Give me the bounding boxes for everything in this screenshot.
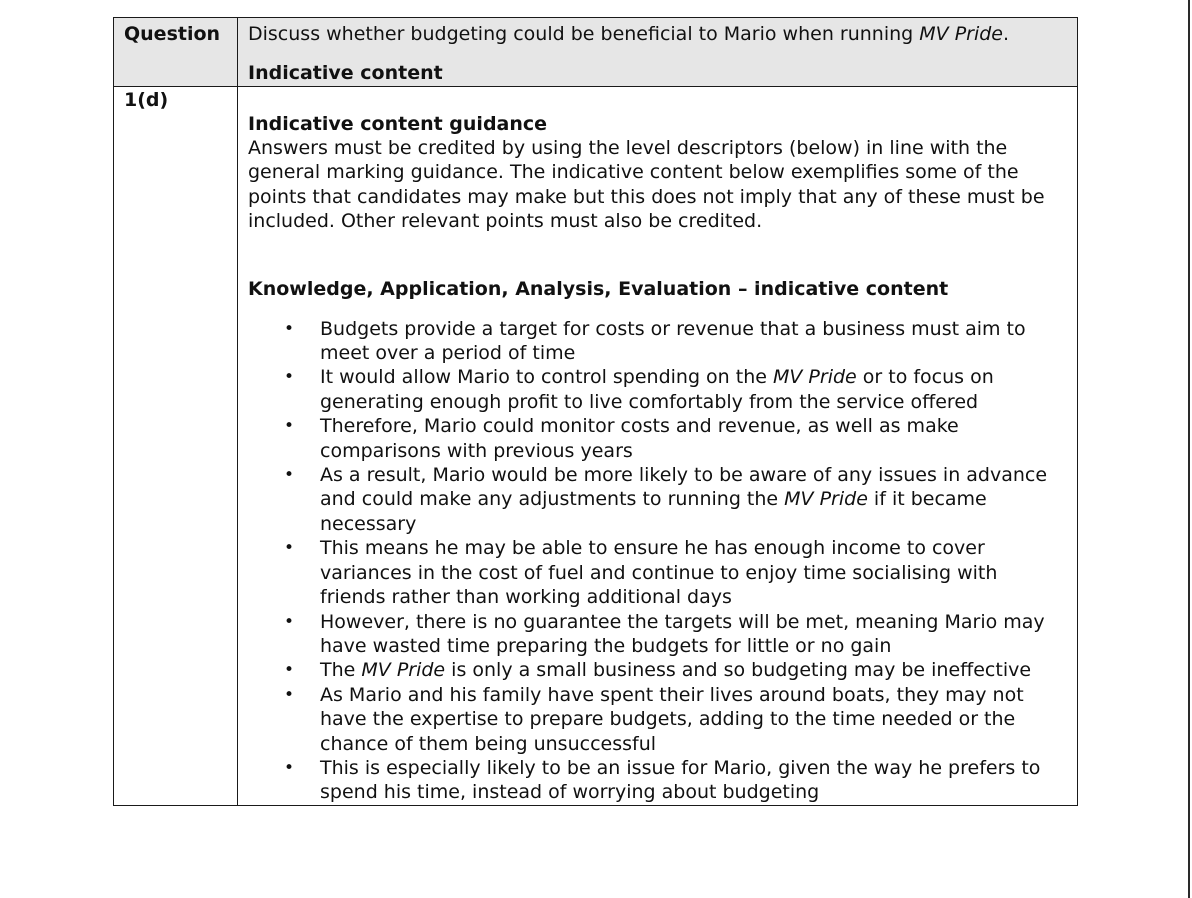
point-text-cont: is only a small business and so budgeting may be ineffective — [445, 659, 1032, 682]
bullet-icon: • — [284, 318, 295, 339]
content — [238, 87, 1077, 805]
question-text-italic: MV Pride — [919, 23, 1003, 45]
indicative-point — [284, 610, 1067, 659]
body-row — [114, 87, 1078, 806]
bullet-icon: • — [284, 757, 295, 778]
guidance-text: Answers must be credited by using the level descriptors (below) in line with the general marking guidance. The indicative content below exemplifies some of the points that candidates may make but this does not imply that any of these must be included. Other relevant points must also be credited. — [248, 137, 1045, 233]
indicative-point — [284, 463, 1067, 536]
point-text: However, there is no guarantee the targets will be met, meaning Mario may have wasted time preparing the budgets for little or no gain — [320, 610, 1045, 657]
point-text-italic: MV Pride — [361, 659, 446, 682]
point-text: As Mario and his family have spent their lives around boats, they may not have the expertise to prepare budgets, adding to the time needed or the chance of them being unsuccessful — [320, 683, 1024, 755]
question-label: Question — [124, 23, 221, 45]
page-edge-rule — [1188, 0, 1190, 898]
header-row — [114, 18, 1078, 87]
point-text-italic: MV Pride — [784, 488, 868, 511]
bullet-icon: • — [284, 684, 295, 705]
question-number: 1(d) — [124, 89, 169, 111]
indicative-point — [284, 756, 1067, 805]
bullet-icon: • — [284, 538, 295, 559]
indicative-point — [284, 658, 1067, 682]
question-text-start: Discuss whether budgeting could be beneficial to Mario when running — [248, 23, 920, 45]
indicative-point — [284, 365, 1067, 414]
indicative-point — [284, 536, 1067, 609]
point-text-italic: MV Pride — [773, 366, 857, 389]
indicative-content-label: Indicative content — [248, 62, 443, 84]
question-text — [238, 18, 1077, 47]
question-label-cell — [114, 18, 238, 87]
point-text: This is especially likely to be an issue for Mario, given the way he prefers to spend his time, instead of worrying about budgeting — [320, 756, 1041, 804]
point-text: This means he may be able to ensure he has enough income to cover variances in the cost of fuel and continue to enjoy time socialising with friends rather than working additional days — [320, 537, 998, 609]
point-text: As a result, Mario would be more likely to be aware of any issues in advance and could make any adjustments to running the — [320, 464, 1048, 511]
question-text-cell — [238, 18, 1078, 87]
point-text: Therefore, Mario could monitor costs and revenue, as well as make comparisons with previous years — [320, 415, 959, 462]
mark-scheme-table — [113, 17, 1078, 806]
question-text-end: . — [1003, 23, 1010, 45]
content-cell — [238, 87, 1078, 806]
bullet-icon: • — [284, 416, 295, 437]
indicative-point — [284, 317, 1067, 366]
bullet-icon: • — [284, 367, 295, 388]
indicative-point — [284, 683, 1067, 756]
point-text-cont: or to focus on generating enough profit to live comfortably from the service offered — [320, 366, 994, 413]
kaae-heading: Knowledge, Application, Analysis, Evaluation – indicative content — [248, 277, 949, 300]
point-text-cont: if it became necessary — [320, 488, 987, 535]
bullet-icon: • — [284, 611, 295, 632]
point-text: It would allow Mario to control spending on the — [320, 366, 773, 389]
indicative-point — [284, 414, 1067, 463]
point-text: Budgets provide a target for costs or revenue that a business must aim to meet over a period of time — [320, 317, 1026, 365]
bullet-icon: • — [284, 465, 295, 486]
bullet-icon: • — [284, 660, 295, 681]
guidance-heading: Indicative content guidance — [248, 113, 548, 135]
indicative-points-list — [248, 317, 1067, 805]
point-text: The — [320, 659, 362, 682]
question-number-cell — [114, 87, 238, 806]
